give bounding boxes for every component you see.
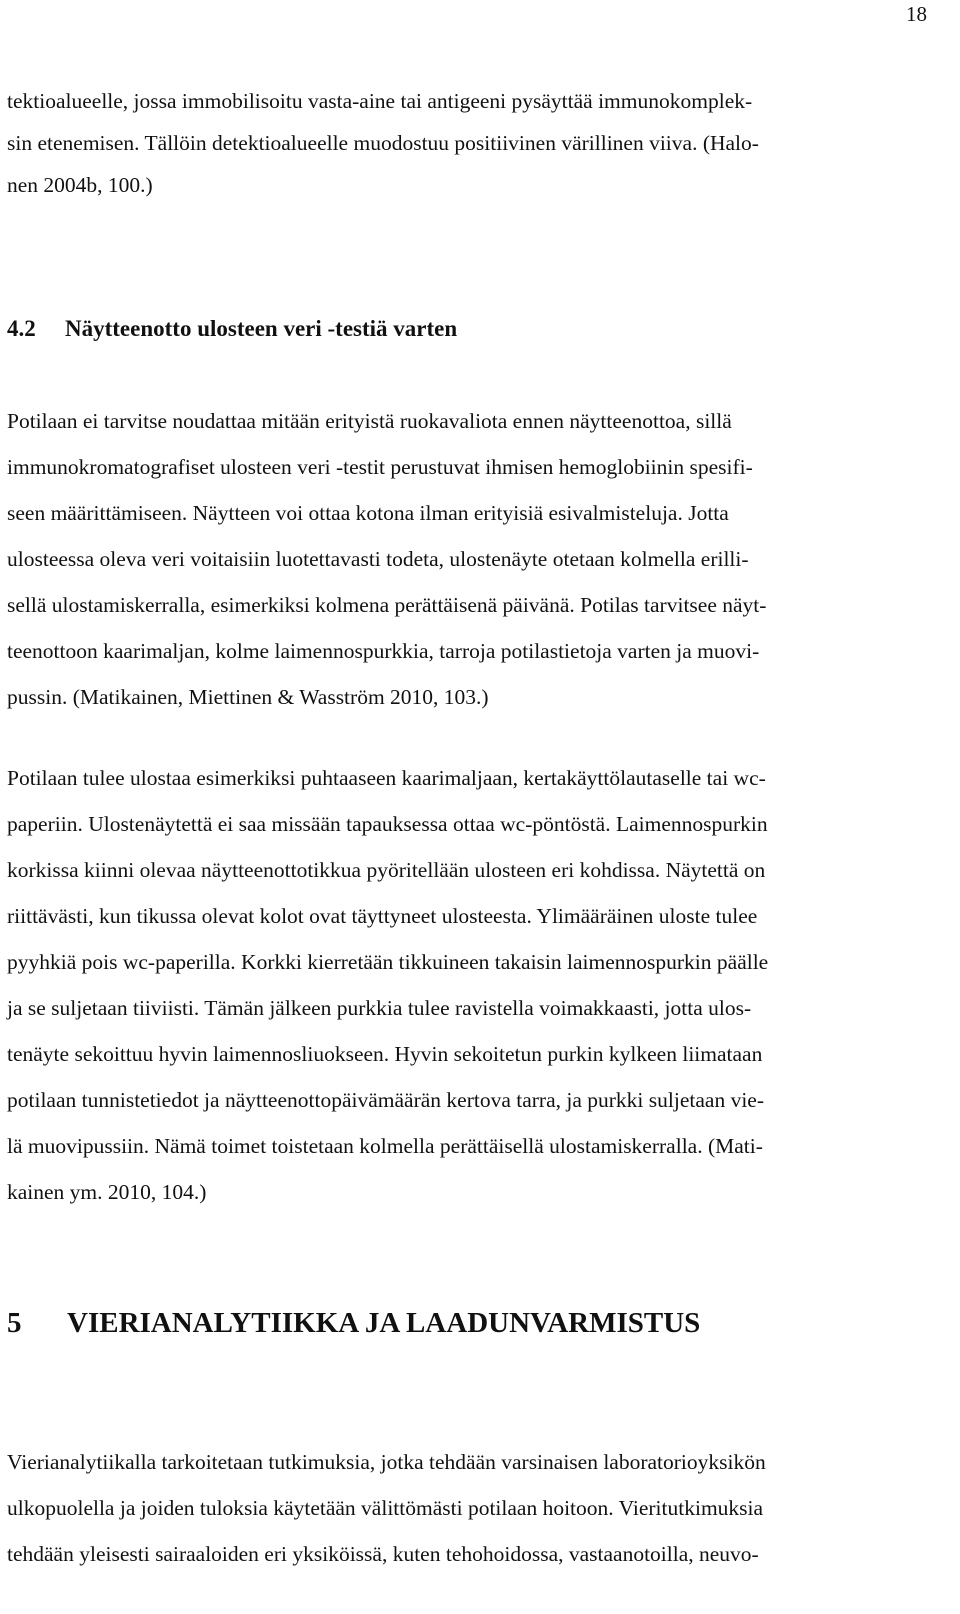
text-line: Potilaan ei tarvitse noudattaa mitään erityistä ruokavaliota ennen näytteenottoa, sillä [7,409,732,433]
chapter-number: 5 [7,1307,22,1339]
text-line: sin etenemisen. Tällöin detektioalueelle muodostuu positiivinen värillinen viiva. (Halo- [7,131,759,155]
text-line: korkissa kiinni olevaa näytteenottotikkua pyöritellään ulosteen eri kohdissa. Näytettä on [7,858,766,882]
section-title: Näytteenotto ulosteen veri -testiä varten [65,316,458,341]
text-line: tenäyte sekoittuu hyvin laimennosliuokseen. Hyvin sekoitetun purkin kylkeen liimataan [7,1042,763,1066]
text-line: tektioalueelle, jossa immobilisoitu vasta-aine tai antigeeni pysäyttää immunokomplek- [7,89,753,113]
section-heading-4-2 [7,316,457,342]
text-line: lä muovipussiin. Nämä toimet toistetaan kolmella perättäisellä ulostamiskerralla. (Mati- [7,1134,763,1158]
paragraph-point-of-care [7,1452,766,1590]
paragraph-preparation [7,411,766,733]
text-line: immunokromatografiset ulosteen veri -testit perustuvat ihmisen hemoglobiinin spesifi- [7,455,753,479]
text-line: kainen ym. 2010, 104.) [7,1180,207,1204]
text-line: Potilaan tulee ulostaa esimerkiksi puhtaaseen kaarimaljaan, kertakäyttölautaselle tai wc- [7,766,766,790]
chapter-heading-5 [7,1307,700,1340]
text-line: ulkopuolella ja joiden tuloksia käytetään välittömästi potilaan hoitoon. Vieritutkimuksia [7,1496,764,1520]
text-line: teenottoon kaarimaljan, kolme laimennospurkkia, tarroja potilastietoja varten ja muovi- [7,639,760,663]
text-line: sellä ulostamiskerralla, esimerkiksi kolmena perättäisenä päivänä. Potilas tarvitsee näyt- [7,593,767,617]
text-line: pyyhkiä pois wc-paperilla. Korkki kierretään tikkuineen takaisin laimennospurkin päälle [7,950,769,974]
section-number: 4.2 [7,316,36,341]
text-line: tehdään yleisesti sairaaloiden eri yksiköissä, kuten tehohoidossa, vastaanotoilla, neuvo- [7,1542,759,1566]
paragraph-procedure [7,768,768,1228]
text-line: Vierianalytiikalla tarkoitetaan tutkimuksia, jotka tehdään varsinaisen laboratorioyksikön [7,1450,766,1474]
page-number: 18 [906,2,927,26]
text-line: seen määrittämiseen. Näytteen voi ottaa kotona ilman erityisiä esivalmisteluja. Jotta [7,501,729,525]
text-line: pussin. (Matikainen, Miettinen & Wasström 2010, 103.) [7,685,489,709]
chapter-title: VIERIANALYTIIKKA JA LAADUNVARMISTUS [67,1307,701,1339]
text-line: paperiin. Ulostenäytettä ei saa missään tapauksessa ottaa wc-pöntöstä. Laimennospurkin [7,812,768,836]
text-line: ja se suljetaan tiiviisti. Tämän jälkeen purkkia tulee ravistella voimakkaasti, jotta ulos- [7,996,752,1020]
text-line: ulosteessa oleva veri voitaisiin luotettavasti todeta, ulostenäyte otetaan kolmella erilli- [7,547,749,571]
text-line: potilaan tunnistetiedot ja näytteenottopäivämäärän kertova tarra, ja purkki suljetaan vie- [7,1088,764,1112]
text-line: nen 2004b, 100.) [7,173,153,197]
paragraph-continuation [7,91,759,217]
text-line: riittävästi, kun tikussa olevat kolot ovat täyttyneet ulosteesta. Ylimääräinen uloste tulee [7,904,758,928]
